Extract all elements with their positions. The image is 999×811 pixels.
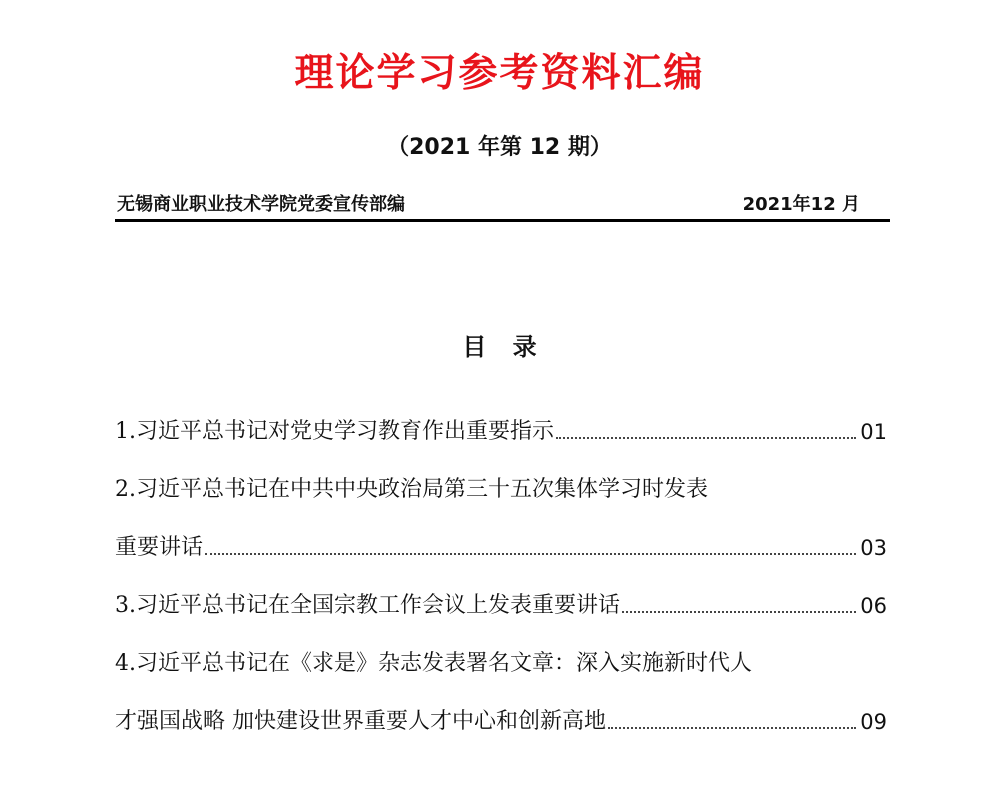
toc-entry-3[interactable]	[115, 586, 887, 622]
toc-heading: 目 录	[462, 333, 537, 361]
publisher-name: 无锡商业职业技术学院党委宣传部编	[117, 194, 405, 215]
toc-entry-2-line-2[interactable]	[115, 528, 887, 564]
toc-leader-dots	[608, 727, 856, 729]
toc-page-number: 01	[860, 420, 887, 444]
publication-date: 2021年12 月	[742, 194, 860, 215]
toc-entry-4-line-1[interactable]	[115, 644, 887, 680]
toc-entry-title-continued: 重要讲话	[115, 535, 204, 560]
toc-leader-dots	[556, 437, 856, 439]
toc-leader-dots	[622, 611, 856, 613]
toc-entry-4-line-2[interactable]	[115, 702, 887, 738]
document-title: 理论学习参考资料汇编	[294, 51, 705, 96]
toc-entry-title: 1.习近平总书记对党史学习教育作出重要指示	[115, 419, 554, 444]
toc-page-number: 06	[860, 594, 887, 618]
toc-entry-title-continued: 才强国战略 加快建设世界重要人才中心和创新高地	[115, 709, 606, 734]
toc-entry-title: 3.习近平总书记在全国宗教工作会议上发表重要讲话	[115, 593, 620, 618]
toc-entry-2-line-1[interactable]	[115, 470, 887, 506]
toc-leader-dots	[205, 553, 856, 555]
toc-entry-title: 2.习近平总书记在中共中央政治局第三十五次集体学习时发表	[115, 477, 708, 502]
toc-page-number: 03	[860, 536, 887, 560]
publisher-bar	[115, 190, 890, 222]
toc-entry-1[interactable]	[115, 412, 887, 448]
toc-entry-title: 4.习近平总书记在《求是》杂志发表署名文章：深入实施新时代人	[115, 651, 752, 676]
issue-number: （2021 年第 12 期）	[387, 135, 612, 160]
toc-page-number: 09	[860, 710, 887, 734]
